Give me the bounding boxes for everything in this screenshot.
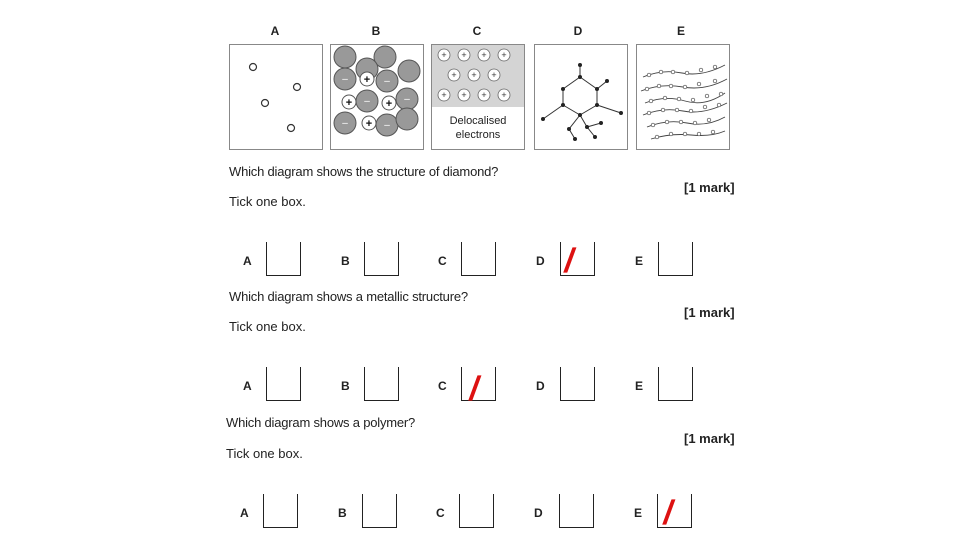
svg-text:+: + bbox=[451, 70, 457, 80]
q2-option-c-label: C bbox=[438, 379, 447, 393]
svg-text:–: – bbox=[384, 120, 390, 131]
svg-text:–: – bbox=[342, 118, 348, 129]
q2-option-e-box[interactable] bbox=[658, 367, 693, 401]
svg-text:–: – bbox=[342, 74, 348, 85]
question-1-instruction: Tick one box. bbox=[229, 194, 306, 209]
q3-option-d-box[interactable] bbox=[559, 494, 594, 528]
diagram-label-a: A bbox=[270, 24, 280, 38]
q2-tick-mark: / bbox=[466, 370, 483, 408]
q1-tick-mark: / bbox=[561, 242, 578, 280]
question-2-mark: [1 mark] bbox=[684, 305, 735, 320]
q3-option-e-label: E bbox=[634, 506, 643, 520]
svg-text:+: + bbox=[481, 90, 487, 100]
q3-option-d-label: D bbox=[534, 506, 543, 520]
q1-option-b-label: B bbox=[341, 254, 350, 268]
svg-text:–: – bbox=[384, 76, 390, 87]
diamond-structure-diagram bbox=[535, 45, 627, 149]
question-2-instruction: Tick one box. bbox=[229, 319, 306, 334]
svg-text:+: + bbox=[363, 74, 371, 86]
delocalised-caption-line-1: Delocalised bbox=[449, 115, 507, 127]
delocalised-caption-line-2: electrons bbox=[455, 129, 501, 141]
svg-text:+: + bbox=[461, 90, 467, 100]
q3-option-c-label: C bbox=[436, 506, 445, 520]
q1-option-e-box[interactable] bbox=[658, 242, 693, 276]
svg-text:+: + bbox=[345, 97, 353, 109]
q1-option-e-label: E bbox=[635, 254, 644, 268]
question-3-text: Which diagram shows a polymer? bbox=[226, 415, 416, 430]
q3-option-a-label: A bbox=[240, 506, 249, 520]
q2-option-b-label: B bbox=[341, 379, 350, 393]
svg-text:+: + bbox=[481, 50, 487, 60]
diagram-e-panel bbox=[636, 44, 730, 150]
q2-option-d-box[interactable] bbox=[560, 367, 595, 401]
svg-text:+: + bbox=[501, 90, 507, 100]
q2-option-e-label: E bbox=[635, 379, 644, 393]
question-1-mark: [1 mark] bbox=[684, 180, 735, 195]
svg-text:–: – bbox=[404, 94, 410, 105]
diagram-label-e: E bbox=[676, 24, 685, 38]
polymer-chains-diagram bbox=[637, 45, 729, 149]
q2-option-b-box[interactable] bbox=[364, 367, 399, 401]
q3-option-c-box[interactable] bbox=[459, 494, 494, 528]
svg-text:+: + bbox=[491, 70, 497, 80]
q3-option-b-box[interactable] bbox=[362, 494, 397, 528]
q1-option-c-box[interactable] bbox=[461, 242, 496, 276]
q3-tick-mark: / bbox=[660, 494, 677, 532]
svg-text:+: + bbox=[461, 50, 467, 60]
ionic-lattice-diagram bbox=[331, 45, 423, 149]
metallic-lattice-diagram bbox=[432, 45, 524, 107]
question-3-mark: [1 mark] bbox=[684, 431, 735, 446]
q1-option-c-label: C bbox=[438, 254, 447, 268]
diagram-label-c: C bbox=[472, 24, 482, 38]
diagram-b-panel bbox=[330, 44, 424, 150]
separate-atoms-diagram bbox=[230, 45, 322, 149]
diagram-c-panel bbox=[431, 44, 525, 150]
diagram-label-b: B bbox=[371, 24, 381, 38]
diagram-label-d: D bbox=[573, 24, 583, 38]
diagram-d-panel bbox=[534, 44, 628, 150]
q3-option-a-box[interactable] bbox=[263, 494, 298, 528]
question-1-text: Which diagram shows the structure of diamond? bbox=[229, 164, 499, 179]
q1-option-a-label: A bbox=[243, 254, 252, 268]
svg-text:+: + bbox=[471, 70, 477, 80]
svg-text:–: – bbox=[364, 96, 370, 107]
q1-option-d-label: D bbox=[536, 254, 545, 268]
q3-option-b-label: B bbox=[338, 506, 347, 520]
q2-option-a-box[interactable] bbox=[266, 367, 301, 401]
svg-text:+: + bbox=[365, 118, 373, 130]
diagram-a-panel bbox=[229, 44, 323, 150]
svg-text:+: + bbox=[441, 90, 447, 100]
q1-option-a-box[interactable] bbox=[266, 242, 301, 276]
q1-option-b-box[interactable] bbox=[364, 242, 399, 276]
svg-text:+: + bbox=[385, 98, 393, 110]
q2-option-d-label: D bbox=[536, 379, 545, 393]
question-3-instruction: Tick one box. bbox=[226, 446, 303, 461]
q2-option-a-label: A bbox=[243, 379, 252, 393]
svg-text:+: + bbox=[501, 50, 507, 60]
question-2-text: Which diagram shows a metallic structure? bbox=[229, 289, 468, 304]
svg-text:+: + bbox=[441, 50, 447, 60]
